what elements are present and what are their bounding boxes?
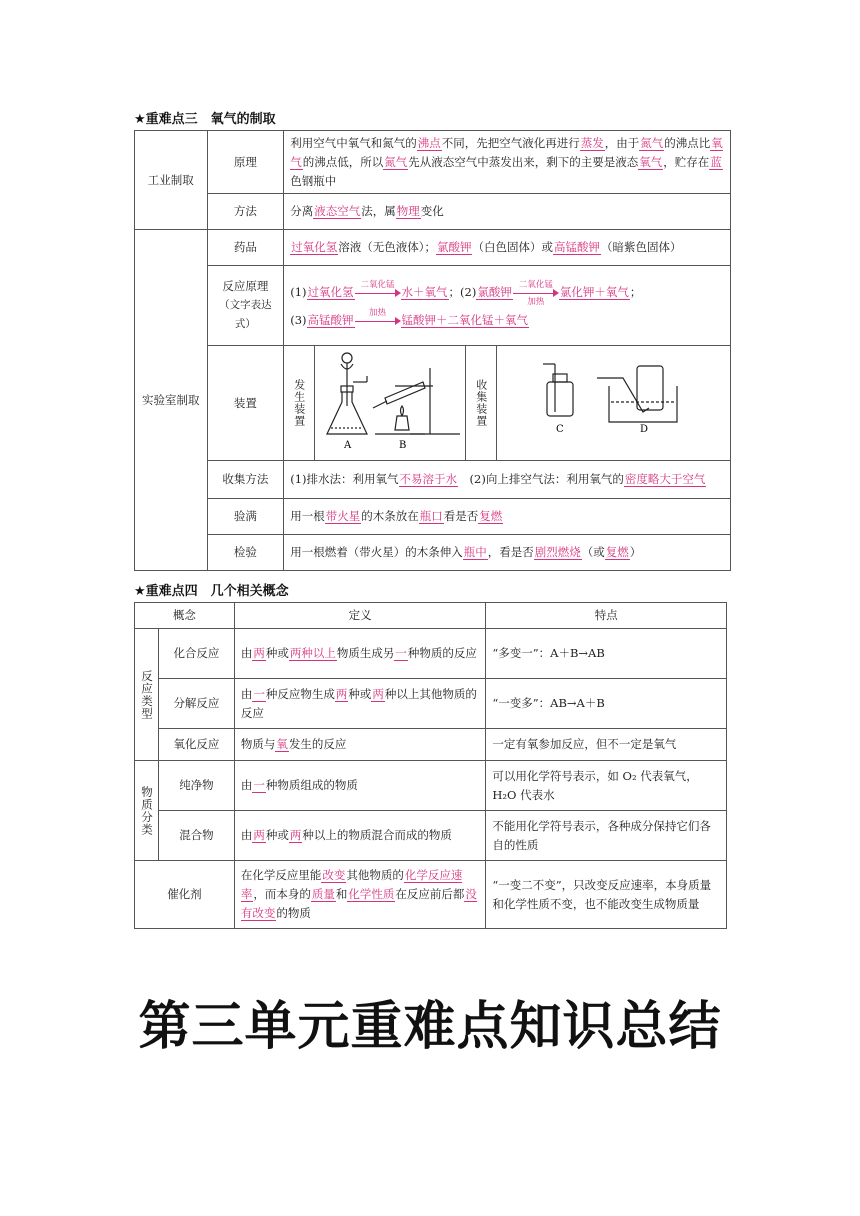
header-concept: 概念 xyxy=(135,603,235,629)
svg-text:A: A xyxy=(344,440,352,451)
answer-text: 瓶中 xyxy=(463,545,487,559)
answer-text: 带火星 xyxy=(325,509,361,523)
group-reaction-types: 反应类型 xyxy=(135,629,159,761)
concept-feature: “多变一”：A＋B→AB xyxy=(486,629,727,679)
drugs-label: 药品 xyxy=(207,230,284,266)
svg-text:B: B xyxy=(399,440,407,451)
concept-def: 物质与氧发生的反应 xyxy=(234,729,486,761)
concept-def: 在化学反应里能改变其他物质的化学反应速率，而本身的质量和化学性质在反应前后都没有改变的物质 xyxy=(234,861,486,929)
answer-text: 化学反应速率 xyxy=(240,868,463,901)
industrial-principle: 利用空气中氧气和氮气的沸点不同，先把空气液化再进行蒸发，由于氮气的沸点比氧气的沸点低，所以氮气先从液态空气中蒸发出来，剩下的主要是液态氧气，贮存在蓝色钢瓶中 xyxy=(284,131,731,194)
generation-apparatus-figure xyxy=(315,346,466,460)
answer-text: 改变 xyxy=(322,868,346,882)
concept-feature: “一变多”：AB→A＋B xyxy=(486,679,727,729)
answer-text: 氮气 xyxy=(384,154,408,169)
answer-text: 一 xyxy=(395,646,407,660)
answer-text: 密度略大于空气 xyxy=(624,472,706,486)
concept-feature: 可以用化学符号表示，如 O₂ 代表氧气，H₂O 代表水 xyxy=(486,761,727,811)
concept-feature: 一定有氧参加反应，但不一定是氧气 xyxy=(486,729,727,761)
method-label: 方法 xyxy=(207,194,284,230)
answer-text: 高锰酸钾 xyxy=(553,240,600,254)
lab-drugs: 过氧化氢溶液（无色液体）；氯酸钾（白色固体）或高锰酸钾（暗紫色固体） xyxy=(284,230,731,266)
concept-feature: 不能用化学符号表示，各种成分保持它们各自的性质 xyxy=(486,811,727,861)
answer-text: 不易溶于水 xyxy=(399,472,458,486)
answer-text: 没有改变 xyxy=(240,887,477,920)
reaction-arrow-3: 加热 xyxy=(355,314,401,328)
answer-text: 化学性质 xyxy=(348,887,395,901)
apparatus-label: 装置 xyxy=(207,346,284,461)
reaction-label: 反应原理 （文字表达式） xyxy=(207,266,284,346)
lab-label: 实验室制取 xyxy=(135,230,208,571)
reaction-arrow-2: 二氧化锰 加热 xyxy=(513,286,559,300)
answer-text: 两 xyxy=(372,686,384,701)
concepts-table xyxy=(134,602,727,929)
answer-text: 氮气 xyxy=(640,135,664,150)
collect-method: (1)排水法：利用氧气不易溶于水 (2)向上排空气法：利用氧气的密度略大于空气 xyxy=(284,461,731,499)
oxygen-test: 用一根燃着（带火星）的木条伸入瓶中，看是否剧烈燃烧（或复燃） xyxy=(284,535,731,571)
concept-name: 催化剂 xyxy=(135,861,235,929)
industrial-method: 分离液态空气法，属物理变化 xyxy=(284,194,731,230)
header-definition: 定义 xyxy=(234,603,486,629)
reaction-arrow-1: 二氧化锰 xyxy=(355,286,401,300)
answer-text: 剧烈燃烧 xyxy=(534,545,581,559)
concept-def: 由两种或两种以上的物质混合而成的物质 xyxy=(234,811,486,861)
full-check-label: 验满 xyxy=(207,499,284,535)
full-check: 用一根带火星的木条放在瓶口看是否复燃 xyxy=(284,499,731,535)
collection-apparatus-figure xyxy=(497,346,730,460)
section3-title: ★重难点三 氧气的制取 xyxy=(134,112,276,127)
concept-name: 分解反应 xyxy=(159,679,235,729)
apparatus-cd-diagram xyxy=(497,346,707,454)
concept-feature: “一变二不变”，只改变反应速率，本身质量和化学性质不变，也不能改变生成物质量 xyxy=(486,861,727,929)
oxygen-preparation-table xyxy=(134,130,731,571)
answer-text: 沸点 xyxy=(417,135,441,150)
answer-text: 氧气 xyxy=(290,135,723,169)
apparatus-cell xyxy=(284,346,731,461)
answer-text: 氯酸钾 xyxy=(436,240,472,254)
answer-text: 蓝 xyxy=(710,154,722,169)
concept-name: 化合反应 xyxy=(159,629,235,679)
answer-text: 过氧化氢 xyxy=(291,240,338,254)
concept-name: 纯净物 xyxy=(159,761,235,811)
svg-text:C: C xyxy=(556,424,564,435)
answer-text: 两 xyxy=(289,828,302,842)
answer-text: 一 xyxy=(253,686,265,701)
reaction-line-2: (3)高锰酸钾 加热 锰酸钾＋二氧化锰＋氧气 xyxy=(290,307,529,327)
group-substance-class: 物质分类 xyxy=(135,761,159,861)
answer-text: 两 xyxy=(253,828,265,842)
answer-text: 氧气 xyxy=(639,154,663,169)
concept-def: 由两种或两种以上物质生成另一种物质的反应 xyxy=(234,629,486,679)
answer-text: 两 xyxy=(253,646,265,660)
answer-text: 液态空气 xyxy=(314,204,361,218)
answer-text: 复燃 xyxy=(605,545,629,559)
collect-label: 收集方法 xyxy=(207,461,284,499)
section4-title: ★重难点四 几个相关概念 xyxy=(134,584,289,599)
answer-text: 瓶口 xyxy=(419,509,443,523)
answer-text: 两 xyxy=(335,686,348,701)
collection-apparatus-label: 收集装置 xyxy=(466,346,497,460)
svg-text:D: D xyxy=(640,424,649,435)
test-label: 检验 xyxy=(207,535,284,571)
answer-text: 一 xyxy=(253,778,265,792)
answer-text: 质量 xyxy=(311,887,335,901)
answer-text: 复燃 xyxy=(479,509,503,523)
generation-apparatus-label: 发生装置 xyxy=(284,346,315,460)
unit-summary-title: 第三单元重难点知识总结 xyxy=(138,996,722,1057)
reaction-line-1: (1)过氧化氢 二氧化锰 水＋氧气；(2)氯酸钾 二氧化锰 加热 氯化钾＋氧气； xyxy=(290,279,642,307)
concept-name: 氧化反应 xyxy=(159,729,235,761)
concept-name: 混合物 xyxy=(159,811,235,861)
header-feature: 特点 xyxy=(486,603,727,629)
answer-text: 两种以上 xyxy=(289,646,336,660)
principle-label: 原理 xyxy=(207,131,284,194)
answer-text: 蒸发 xyxy=(580,135,604,150)
apparatus-ab-diagram xyxy=(315,346,465,454)
concept-def: 由一种反应物生成两种或两种以上其他物质的反应 xyxy=(234,679,486,729)
concept-def: 由一种物质组成的物质 xyxy=(234,761,486,811)
answer-text: 氧 xyxy=(276,737,288,751)
industrial-label: 工业制取 xyxy=(135,131,208,230)
reaction-equations xyxy=(284,266,731,346)
answer-text: 物理 xyxy=(396,204,420,218)
